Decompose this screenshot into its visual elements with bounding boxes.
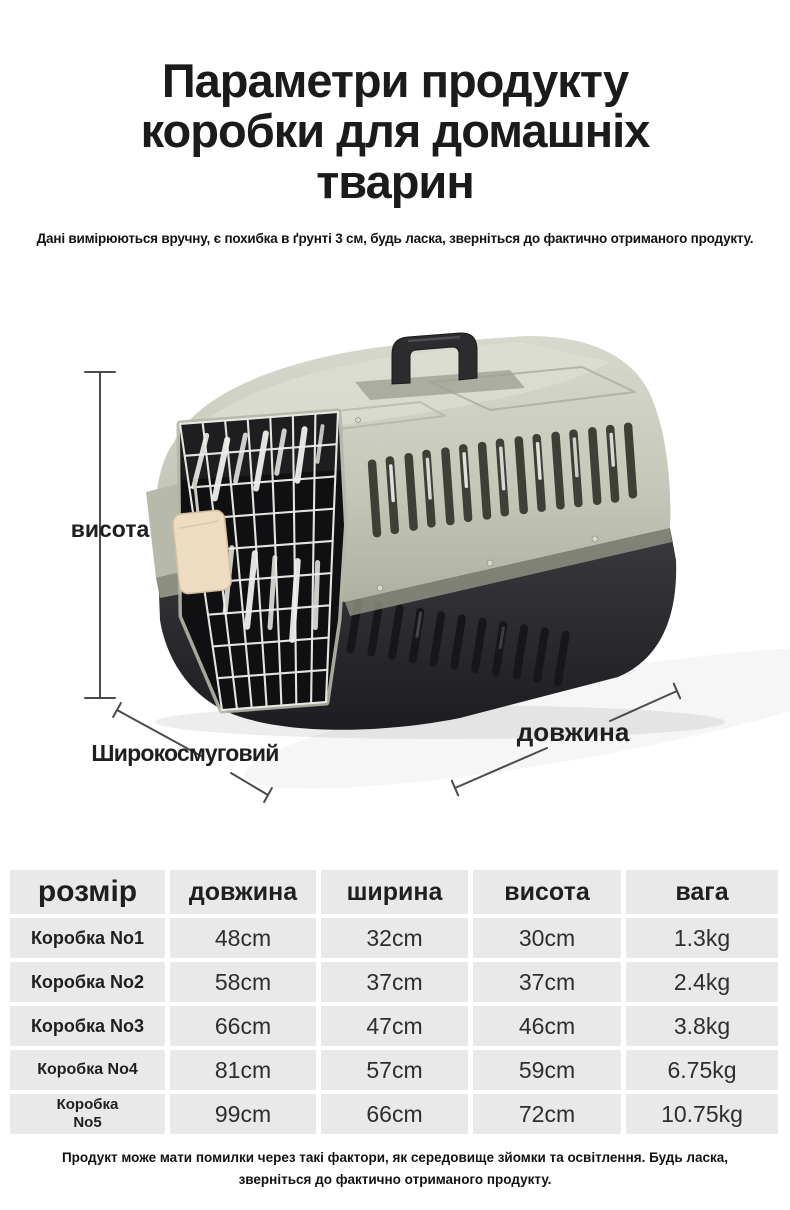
page-title-line2: коробки для домашніх [140, 104, 650, 158]
row2-length: 58cm [170, 962, 316, 1002]
pet-carrier [146, 333, 790, 810]
row5-length: 99cm [170, 1094, 316, 1134]
product-figure [0, 280, 790, 810]
row4-name: Коробка No4 [10, 1050, 165, 1090]
column-header-size: розмір [10, 870, 165, 914]
column-header-length: довжина [170, 870, 316, 914]
row1-name: Коробка No1 [10, 918, 165, 958]
row3-width: 47cm [321, 1006, 468, 1046]
row5-width: 66cm [321, 1094, 468, 1134]
column-header-height: висота [473, 870, 621, 914]
row3-name: Коробка No3 [10, 1006, 165, 1046]
row2-width: 37cm [321, 962, 468, 1002]
row1-weight: 1.3kg [626, 918, 778, 958]
row5-name: Коробка No5 [10, 1094, 165, 1134]
dimension-label-width: Широкосмуговий [91, 740, 279, 766]
dimension-label-height: висота [70, 516, 150, 542]
page-title-line1: Параметри продукту [161, 54, 629, 107]
page-title [0, 56, 790, 207]
column-header-width: ширина [321, 870, 468, 914]
row4-height: 59cm [473, 1050, 621, 1090]
measurement-note: Дані вимірюються вручну, є похибка в ґрунті 3 см, будь ласка, зверніться до фактично отриманого продукту. [36, 231, 754, 246]
page-title-line3: тварин [316, 154, 474, 208]
row3-height: 46cm [473, 1006, 621, 1046]
row3-length: 66cm [170, 1006, 316, 1046]
column-header-weight: вага [626, 870, 778, 914]
disclaimer: Продукт може мати помилки через такі фактори, як середовище зйомки та освітлення. Будь ласка, зверніться до фактично отриманого продукту. [61, 1150, 729, 1187]
pet-carrier-illustration [0, 280, 790, 810]
row5-weight: 10.75kg [626, 1094, 778, 1134]
dimension-label-length: довжина [516, 717, 630, 747]
size-table [10, 870, 780, 1134]
row4-width: 57cm [321, 1050, 468, 1090]
row2-height: 37cm [473, 962, 621, 1002]
row1-width: 32cm [321, 918, 468, 958]
row5-height: 72cm [473, 1094, 621, 1134]
row3-weight: 3.8kg [626, 1006, 778, 1046]
row2-weight: 2.4kg [626, 962, 778, 1002]
row4-weight: 6.75kg [626, 1050, 778, 1090]
row1-length: 48cm [170, 918, 316, 958]
row4-length: 81cm [170, 1050, 316, 1090]
row1-height: 30cm [473, 918, 621, 958]
row2-name: Коробка No2 [10, 962, 165, 1002]
